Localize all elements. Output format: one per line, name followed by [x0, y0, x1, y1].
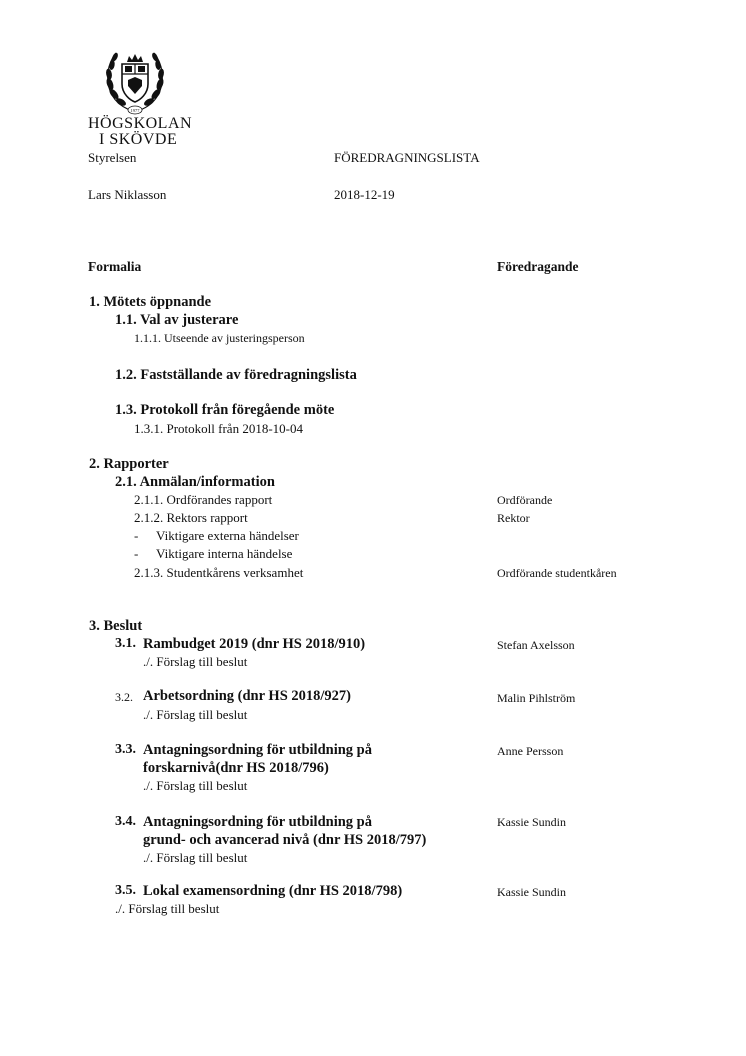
- bullet-dash-1: -: [134, 528, 139, 543]
- presenter-2-1-3: Ordförande studentkåren: [497, 566, 617, 580]
- author-name: Lars Niklasson: [88, 187, 167, 202]
- item-2-1-2: 2.1.2. Rektors rapport: [134, 510, 248, 525]
- item-3-2-proposal: ./. Förslag till beslut: [143, 707, 248, 722]
- university-seal-icon: [100, 44, 170, 118]
- item-1-1-1: 1.1.1. Utseende av justeringsperson: [134, 331, 305, 345]
- item-3-5-proposal: ./. Förslag till beslut: [115, 901, 220, 916]
- item-3-5-title: Lokal examensordning (dnr HS 2018/798): [143, 883, 403, 899]
- item-3-3-number: 3.3.: [115, 742, 136, 757]
- item-1-1: 1.1. Val av justerare: [115, 312, 239, 328]
- item-2-1: 2.1. Anmälan/information: [115, 474, 275, 490]
- presenter-3-1: Stefan Axelsson: [497, 638, 575, 652]
- logo-line-2: I SKÖVDE: [99, 131, 178, 148]
- logo-year: 1977: [130, 108, 140, 113]
- item-3-5-number: 3.5.: [115, 883, 136, 898]
- presenter-3-3: Anne Persson: [497, 744, 564, 758]
- section-1-title: 1. Mötets öppnande: [89, 294, 212, 310]
- item-3-2-title: Arbetsordning (dnr HS 2018/927): [143, 688, 351, 704]
- section-3-title: 3. Beslut: [89, 618, 143, 634]
- presenter-3-2: Malin Pihlström: [497, 691, 576, 705]
- item-3-4-title-line-2: grund- och avancerad nivå (dnr HS 2018/797): [143, 832, 427, 848]
- item-1-2: 1.2. Fastställande av föredragningslista: [115, 367, 357, 383]
- item-3-4-number: 3.4.: [115, 814, 136, 829]
- item-3-1-number: 3.1.: [115, 636, 136, 651]
- document-date: 2018-12-19: [334, 187, 395, 202]
- item-3-1-title: Rambudget 2019 (dnr HS 2018/910): [143, 636, 366, 652]
- column-header-presenter: Föredragande: [497, 259, 579, 274]
- bullet-internal-events: Viktigare interna händelse: [156, 546, 293, 561]
- item-3-4-proposal: ./. Förslag till beslut: [143, 850, 248, 865]
- presenter-2-1-1: Ordförande: [497, 493, 553, 507]
- column-header-formalia: Formalia: [88, 259, 142, 274]
- section-2-title: 2. Rapporter: [89, 456, 169, 472]
- presenter-3-5: Kassie Sundin: [497, 885, 566, 899]
- item-3-3-title-line-2: forskarnivå(dnr HS 2018/796): [143, 760, 329, 776]
- logo-wordmark: [88, 116, 192, 148]
- item-3-4-title-line-1: Antagningsordning för utbildning på: [143, 814, 372, 830]
- document-type: FÖREDRAGNINGSLISTA: [334, 150, 480, 165]
- presenter-2-1-2: Rektor: [497, 511, 530, 525]
- bullet-dash-2: -: [134, 546, 139, 561]
- logo-line-1: HÖGSKOLAN: [88, 115, 193, 132]
- item-2-1-3: 2.1.3. Studentkårens verksamhet: [134, 565, 304, 580]
- item-3-3-proposal: ./. Förslag till beslut: [143, 778, 248, 793]
- item-1-3-1: 1.3.1. Protokoll från 2018-10-04: [134, 421, 303, 436]
- item-3-3-title-line-1: Antagningsordning för utbildning på: [143, 742, 372, 758]
- item-2-1-1: 2.1.1. Ordförandes rapport: [134, 492, 273, 507]
- item-1-3: 1.3. Protokoll från föregående möte: [115, 402, 335, 418]
- board-name: Styrelsen: [88, 150, 137, 165]
- item-3-2-number: 3.2.: [115, 690, 133, 704]
- presenter-3-4: Kassie Sundin: [497, 815, 566, 829]
- item-3-1-proposal: ./. Förslag till beslut: [143, 654, 248, 669]
- bullet-external-events: Viktigare externa händelser: [156, 528, 299, 543]
